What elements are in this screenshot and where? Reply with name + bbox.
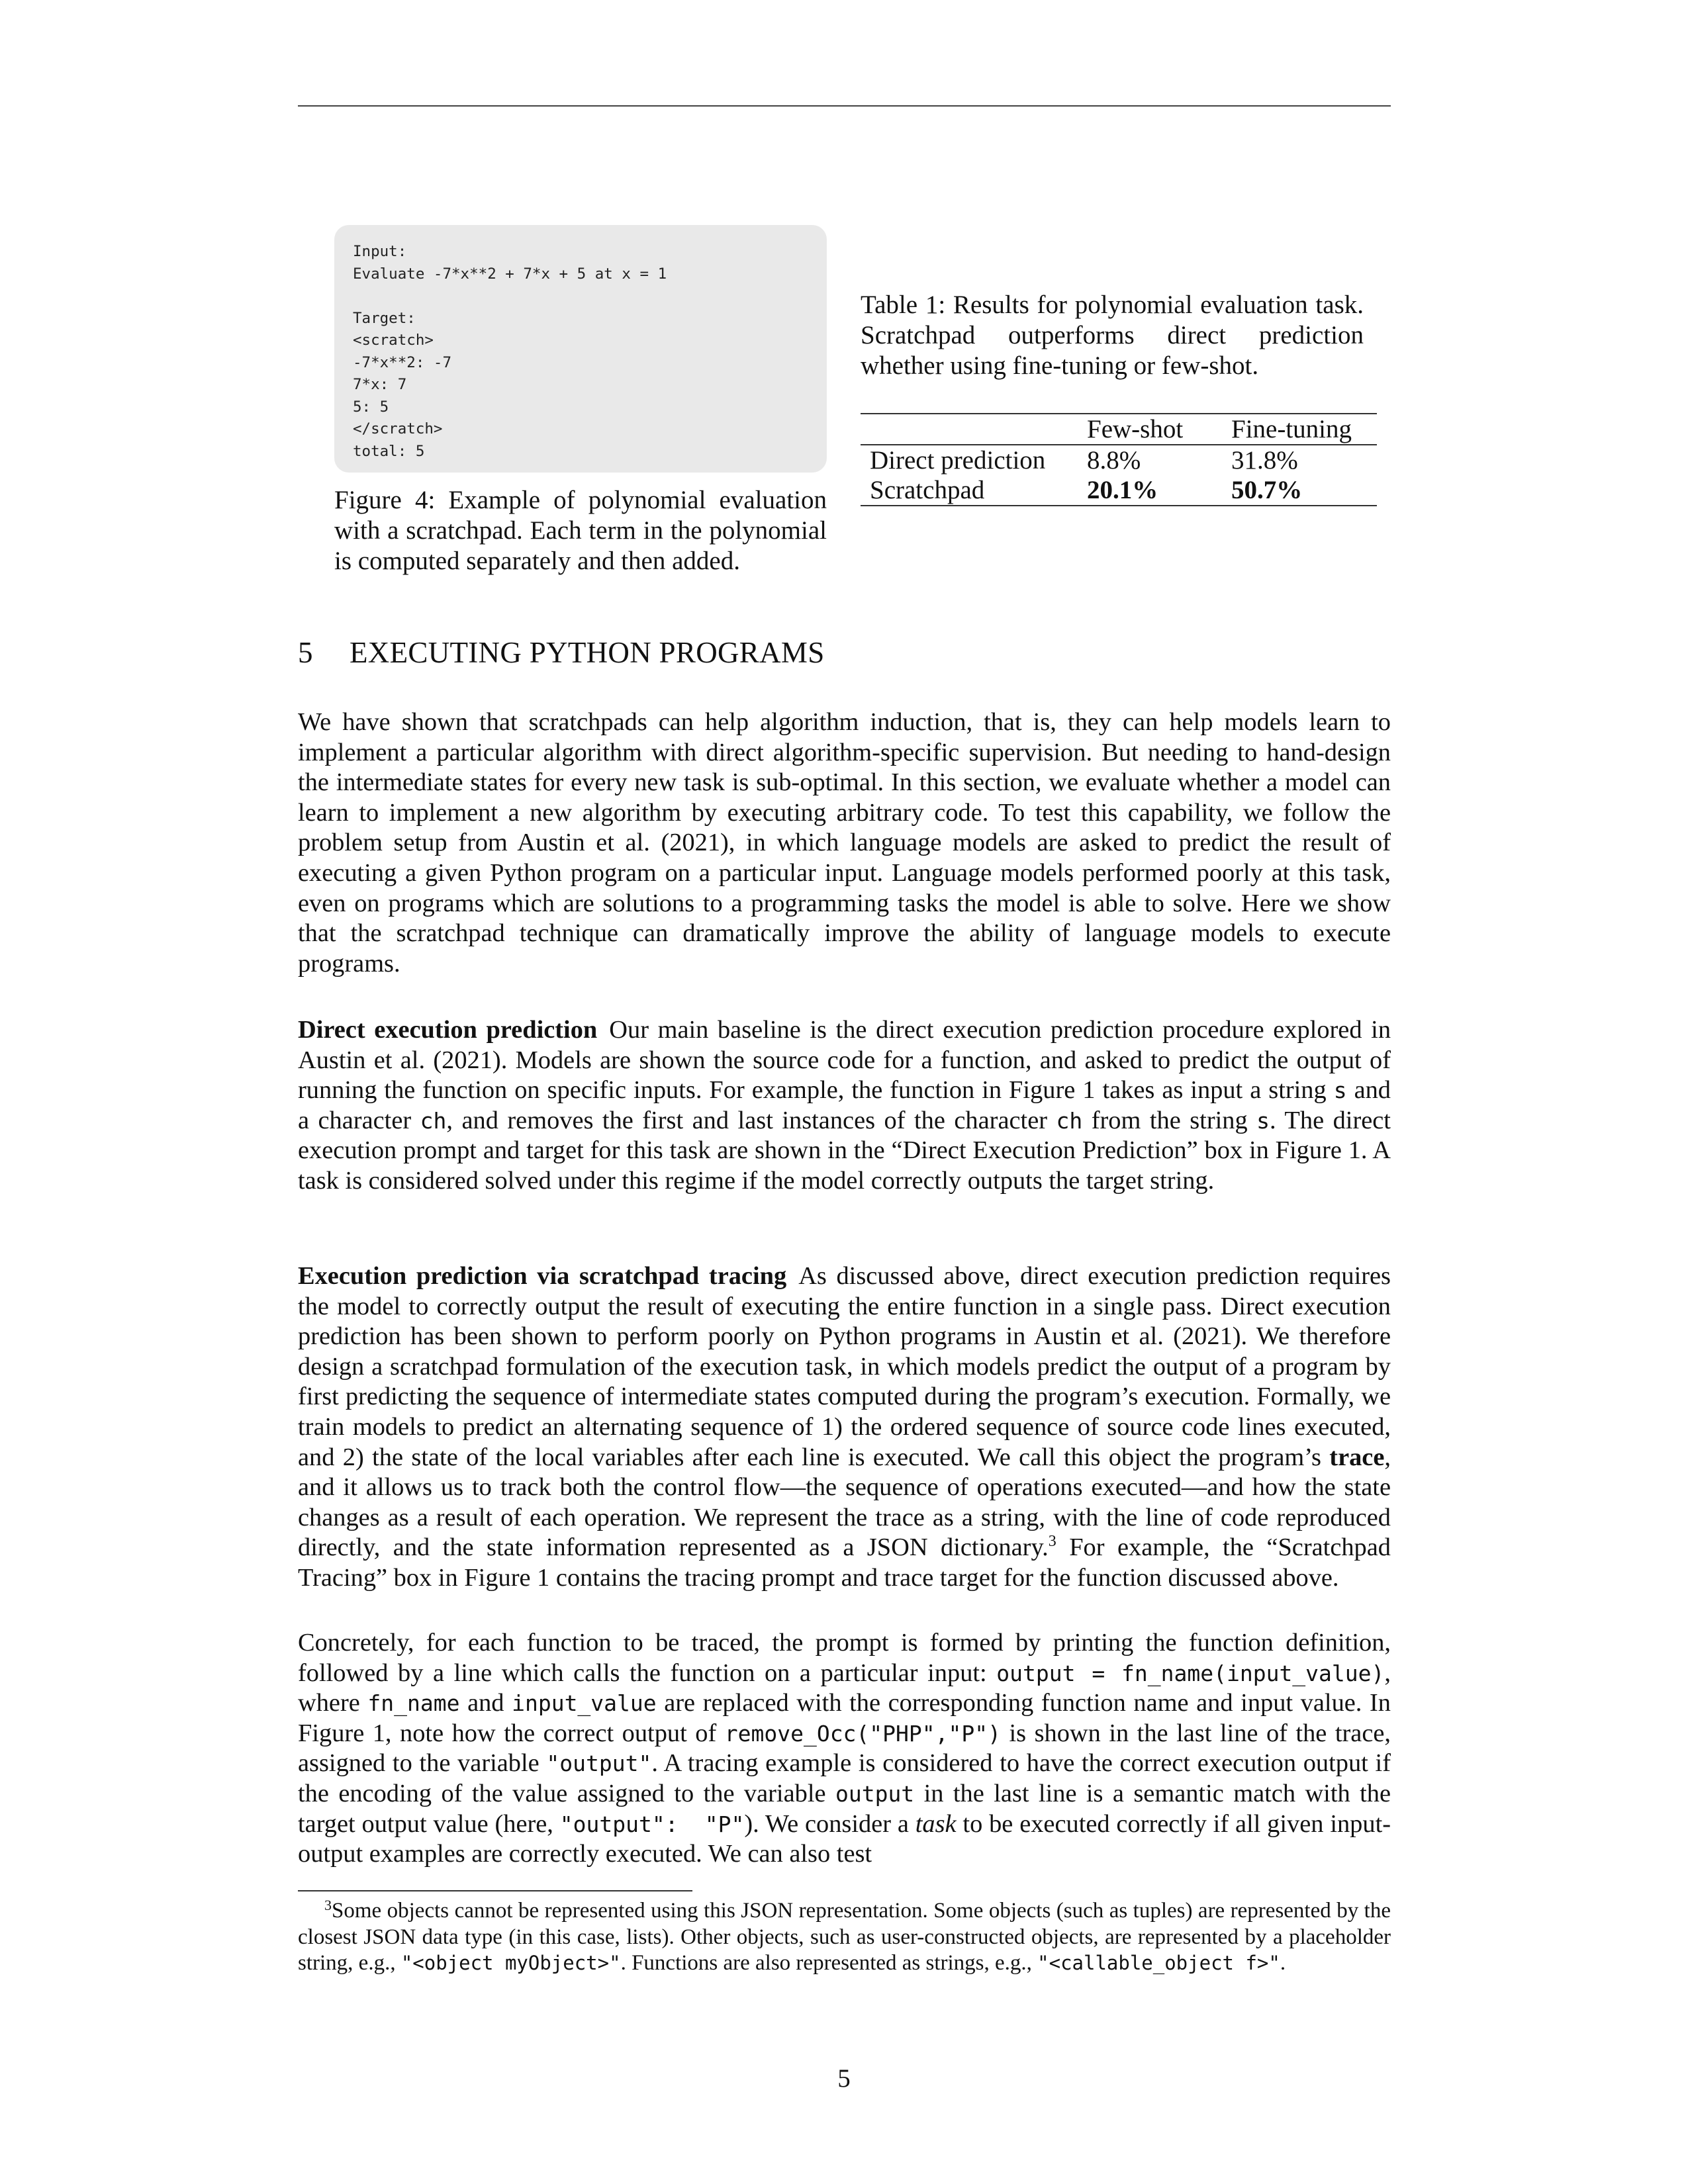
text-run: . [1280,1951,1286,1975]
results-table [861,413,1377,506]
paragraph-concretely [298,1628,1391,1870]
section-title: EXECUTING PYTHON PROGRAMS [350,636,825,669]
table-header-cell: Few-shot [1087,415,1184,443]
text-run: For example, the “Scratchpad Tracing” box in Figure 1 contains the tracing prompt and trace target for the function discussed above. [298,1533,1391,1592]
text-run: from the string [1082,1106,1257,1134]
few-shot-cell: 8.8% [1087,446,1141,475]
text-run: to be executed correctly if all given input-output examples are correctly executed. We can also test [298,1809,1391,1868]
italic-term: task [915,1809,957,1838]
page-number: 5 [837,2064,851,2093]
fine-tuning-cell: 50.7% [1231,476,1303,504]
code-line: -7*x**2: -7 [353,353,452,371]
text-run: and a character [298,1076,1391,1134]
table-header-cell: Fine-tuning [1231,415,1352,443]
inline-code: s [1256,1107,1270,1134]
inline-code: "output": "P" [559,1811,745,1837]
inline-code: "<callable_object f>" [1037,1952,1280,1974]
table1-caption: Table 1: Results for polynomial evaluation task. Scratchpad outperforms direct prediction whether using fine-tuning or few-shot. [861,291,1364,380]
code-line: Target: [353,309,416,327]
figure4-code-box [334,225,827,473]
inline-code: "output" [546,1751,652,1777]
code-line: Input: [353,243,407,260]
text-run: Concretely, for each function to be traced, the prompt is formed by printing the function definition, followed by a line which calls the function on a particular input: [298,1629,1391,1687]
table-row [861,475,1377,506]
inline-code: s [1333,1077,1347,1104]
code-line [353,285,808,308]
inline-code: fn_name [367,1690,460,1717]
inline-code: output [835,1780,915,1807]
text-run: . Functions are also represented as strings, e.g., [620,1951,1038,1975]
text-run: and [459,1689,512,1717]
code-line: </scratch> [353,420,443,437]
section-heading [298,635,825,670]
text-run: Our main baseline is the direct execution prediction procedure explored in Austin et al. (2021). Models are shown the source code for a function, and asked to predict the output of running the function on specific inputs. For example, the function in Figure 1 takes as input a string [298,1016,1391,1105]
header-rule [298,105,1391,107]
footnote-rule [298,1890,692,1891]
text-run: are replaced with the corresponding function name and input value. In Figure 1, note how the correct output of [298,1689,1391,1747]
paragraph-lead: Execution prediction via scratchpad tracing [298,1262,787,1290]
paragraph-scratchpad-tracing [298,1261,1391,1594]
text-run: , where [298,1659,1391,1717]
bold-term: trace [1329,1443,1385,1471]
figure4-caption: Figure 4: Example of polynomial evaluation with a scratchpad. Each term in the polynomial is computed separately and then added. [334,486,827,575]
text-run: , and removes the first and last instances of the character [446,1106,1056,1134]
paragraph-intro: We have shown that scratchpads can help algorithm induction, that is, they can help models learn to implement a particular algorithm with direct algorithm-specific supervision. But needing to hand-design the intermediate states for every new task is sub-optimal. In this section, we evaluate whether a model can learn to implement a new algorithm by executing arbitrary code. To test this capability, we follow the problem setup from Austin et al. (2021), in which language models are asked to predict the result of executing a given Python program on a particular input. Language models performed poorly at this task, even on programs which are solutions to a programming tasks the model is able to solve. Here we show that the scratchpad technique can dramatically improve the ability of language models to execute programs. [298,708,1391,978]
paragraph-lead: Direct execution prediction [298,1016,598,1044]
inline-code: remove_Occ("PHP","P") [724,1720,1001,1747]
code-line: 7*x: 7 [353,376,407,393]
fine-tuning-cell: 31.8% [1231,446,1298,475]
text-run: . A tracing example is considered to have the correct execution output if the encoding of the value assigned to the variable [298,1749,1391,1807]
text-run: , and it allows us to track both the control flow—the sequence of operations executed—and how the state changes as a result of each operation. We represent the trace as a string, with the line of code reproduced directly, and the state information represented as a JSON dictionary. [298,1443,1391,1562]
footnote [298,1898,1391,1977]
inline-code: input_value [512,1690,657,1717]
row-label: Direct prediction [870,446,1046,475]
inline-code: ch [1056,1107,1083,1134]
text-run: ). We consider a [744,1809,915,1838]
text-run: . The direct execution prompt and target for this task are shown in the “Direct Execution Prediction” box in Figure 1. A task is considered solved under this regime if the model correctly outputs the target string. [298,1106,1391,1195]
text-run: Some objects cannot be represented using this JSON representation. Some objects (such as tuples) are represented by the closest JSON data type (in this case, lists). Other objects, such as user-constructed objects, are represented by a placeholder string, e.g., [298,1899,1391,1975]
table-header-cell [861,414,1078,445]
section-number: 5 [298,636,313,669]
code-line: 5: 5 [353,398,389,416]
row-label: Scratchpad [870,476,985,504]
inline-code: output = fn_name(input_value) [996,1660,1385,1686]
code-line: total: 5 [353,442,425,460]
paragraph-direct-execution [298,1015,1391,1197]
table-header-row [861,414,1377,445]
text-run: is shown in the last line of the trace, assigned to the variable [298,1719,1391,1778]
text-run: in the last line is a semantic match with the target output value (here, [298,1779,1391,1838]
text-run: As discussed above, direct execution prediction requires the model to correctly output the result of executing the entire function in a single pass. Direct execution prediction has been shown to perform poorly on Python programs in Austin et al. (2021). We therefore design a scratchpad formulation of the execution task, in which models predict the output of a program by first predicting the sequence of intermediate states computed during the program’s execution. Formally, we train models to predict an alternating sequence of 1) the ordered sequence of source code lines executed, and 2) the state of the local variables after each line is executed. We call this object the program’s [298,1262,1391,1471]
code-line: Evaluate -7*x**2 + 7*x + 5 at x = 1 [353,265,667,283]
table-row [861,445,1377,475]
footnote-ref: 3 [1048,1533,1056,1551]
inline-code: ch [420,1107,447,1134]
few-shot-cell: 20.1% [1087,476,1158,504]
inline-code: "<object myObject>" [400,1952,621,1974]
code-line: <scratch> [353,332,434,349]
footnote-mark: 3 [324,1897,332,1913]
